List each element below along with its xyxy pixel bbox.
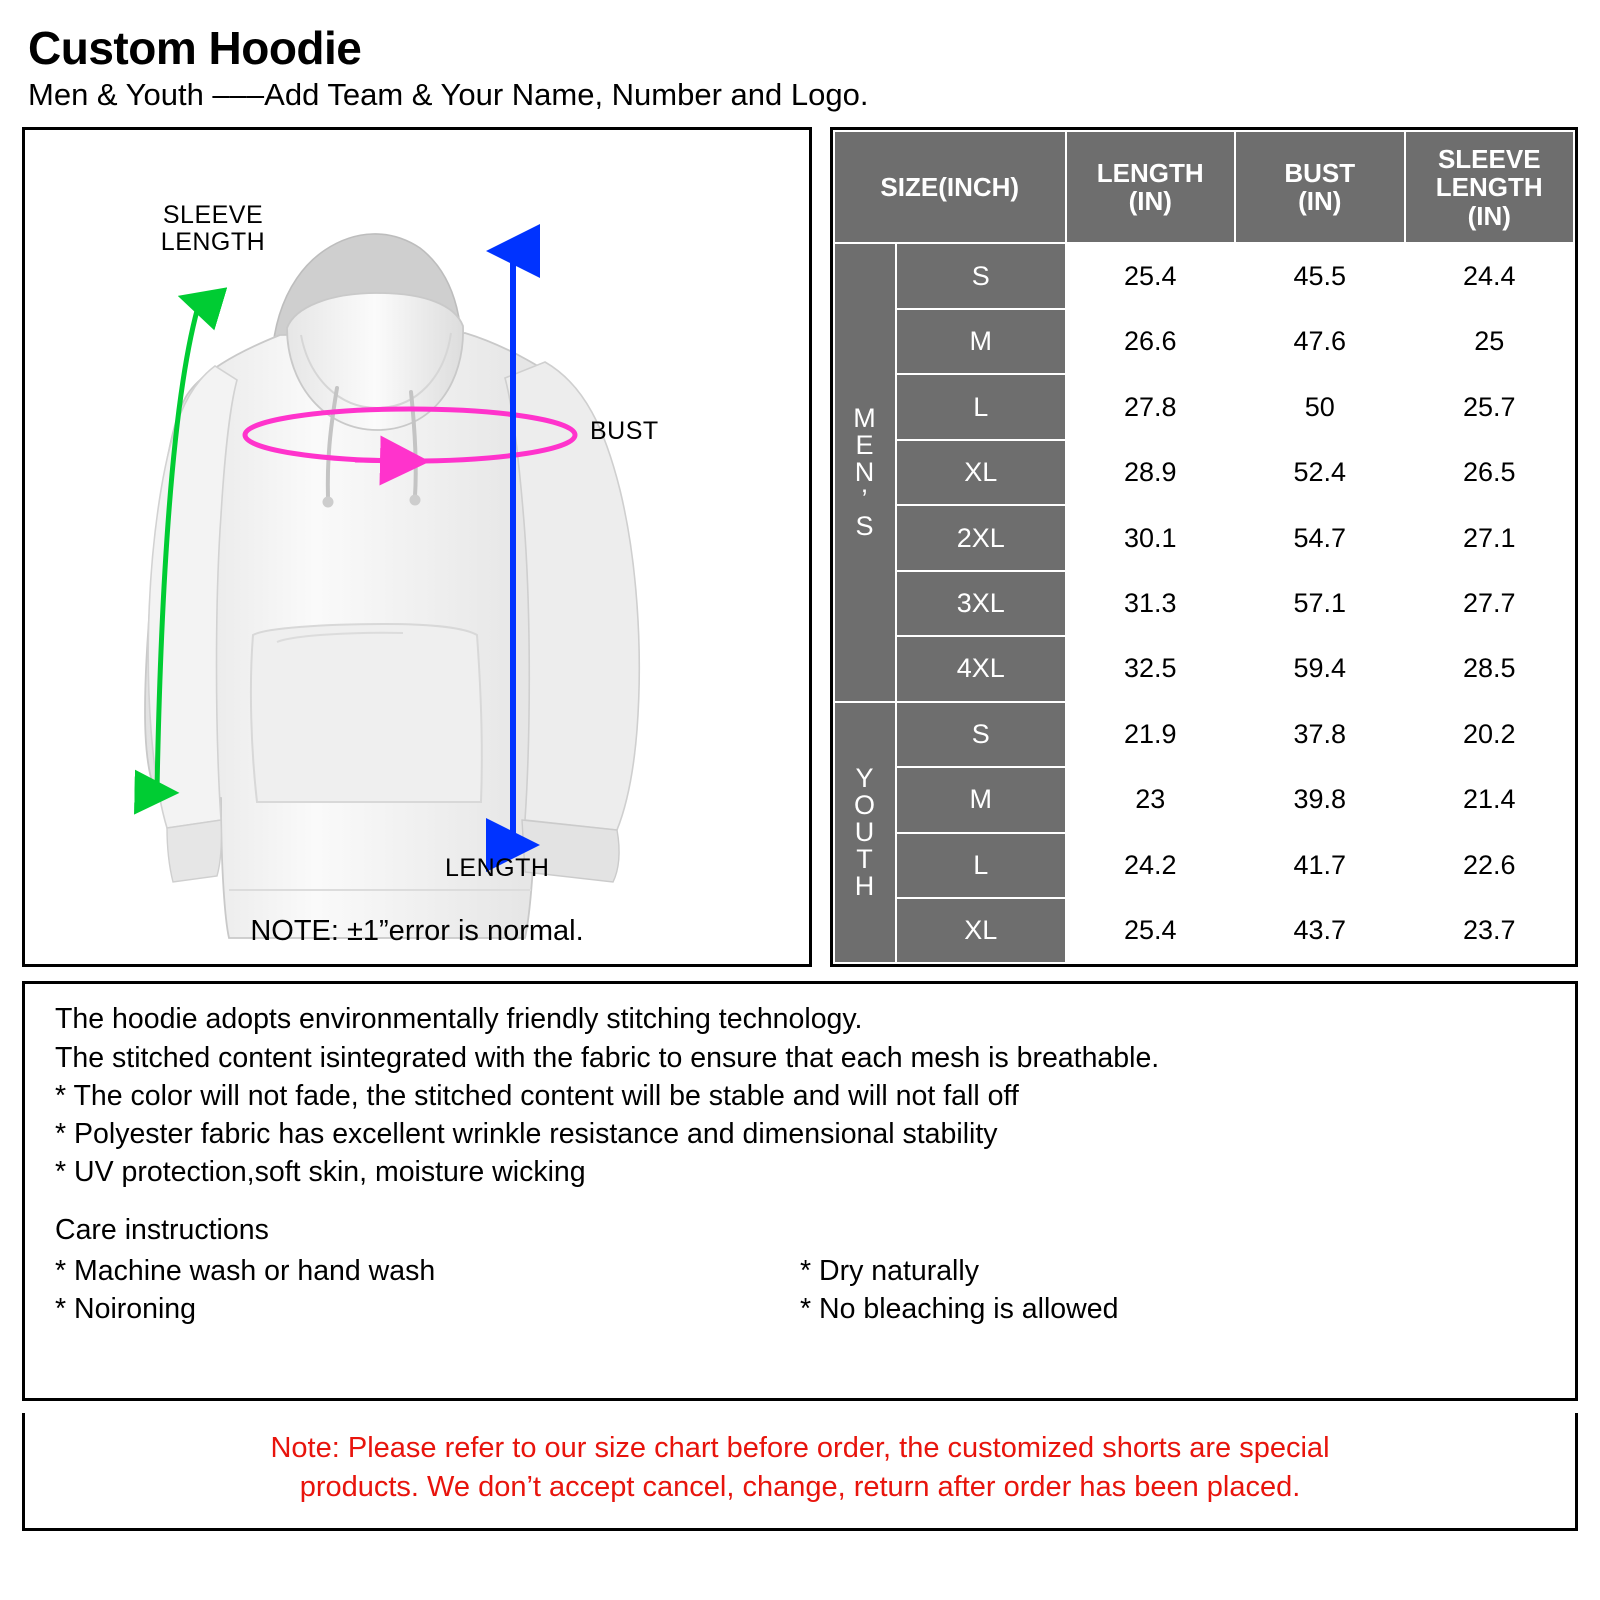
cell-size: 3XL (896, 571, 1066, 636)
care-instructions-grid (55, 1252, 1545, 1328)
care-column-left (55, 1252, 800, 1328)
table-row (834, 898, 1574, 963)
cell-length: 32.5 (1066, 636, 1236, 701)
table-row (834, 374, 1574, 439)
header-size-line1: SIZE(INCH) (880, 172, 1020, 203)
table-row (834, 636, 1574, 701)
size-table-panel (830, 127, 1578, 967)
desc-line-1: The hoodie adopts environmentally friendly stitching technology. (55, 1003, 863, 1036)
cell-size: 4XL (896, 636, 1066, 701)
header-sleeve-line1: SLEEVE (1437, 144, 1541, 175)
measurement-diagram-panel (22, 127, 812, 967)
sleeve-length-label-line2: LENGTH (160, 228, 266, 257)
bust-label: BUST (590, 417, 659, 446)
cell-sleeve: 25 (1405, 309, 1575, 374)
chart-main-row (22, 127, 1578, 967)
cell-sleeve: 25.7 (1405, 374, 1575, 439)
desc-line-3: * The color will not fade, the stitched content will be stable and will not fall off (55, 1079, 1019, 1112)
table-row (834, 243, 1574, 308)
sleeve-length-label (143, 202, 283, 256)
cell-sleeve: 23.7 (1405, 898, 1575, 963)
policy-note-panel (22, 1413, 1578, 1531)
cell-bust: 57.1 (1235, 571, 1405, 636)
header-bust-line1: BUST (1284, 158, 1356, 189)
desc-line-5: * UV protection,soft skin, moisture wicking (55, 1156, 586, 1189)
cell-bust: 50 (1235, 374, 1405, 439)
cell-length: 27.8 (1066, 374, 1236, 439)
header-bust-line2: (IN) (1298, 186, 1342, 217)
table-row (834, 767, 1574, 832)
group-label-mens: M E N ’ S (834, 243, 896, 701)
cell-bust: 47.6 (1235, 309, 1405, 374)
cell-length: 24.2 (1066, 833, 1236, 898)
cell-bust: 37.8 (1235, 702, 1405, 767)
page-subtitle: Men & Youth –––Add Team & Your Name, Number and Logo. (28, 77, 869, 113)
desc-line-4: * Polyester fabric has excellent wrinkle resistance and dimensional stability (55, 1118, 998, 1151)
cell-bust: 39.8 (1235, 767, 1405, 832)
cell-sleeve: 27.7 (1405, 571, 1575, 636)
cell-size: XL (896, 440, 1066, 505)
cell-size: 2XL (896, 505, 1066, 570)
cell-sleeve: 26.5 (1405, 440, 1575, 505)
size-table (833, 130, 1575, 964)
cell-bust: 54.7 (1235, 505, 1405, 570)
cell-size: M (896, 309, 1066, 374)
cell-size: S (896, 243, 1066, 308)
cell-bust: 43.7 (1235, 898, 1405, 963)
page-title: Custom Hoodie (28, 22, 362, 74)
table-row (834, 702, 1574, 767)
cell-length: 31.3 (1066, 571, 1236, 636)
cell-sleeve: 28.5 (1405, 636, 1575, 701)
header-length-line2: (IN) (1128, 186, 1172, 217)
cell-sleeve: 22.6 (1405, 833, 1575, 898)
header-length (1066, 131, 1236, 243)
header-sleeve-line2: LENGTH (1435, 172, 1543, 203)
table-row (834, 833, 1574, 898)
header-bust (1235, 131, 1405, 243)
sleeve-length-label-line1: SLEEVE (162, 201, 264, 230)
care-left-2: * Noironing (55, 1292, 196, 1325)
cell-bust: 45.5 (1235, 243, 1405, 308)
table-row (834, 440, 1574, 505)
cell-size: XL (896, 898, 1066, 963)
length-label: LENGTH (445, 854, 550, 883)
description-panel (22, 981, 1578, 1401)
cell-size: L (896, 833, 1066, 898)
cell-bust: 59.4 (1235, 636, 1405, 701)
cell-length: 25.4 (1066, 898, 1236, 963)
cell-length: 30.1 (1066, 505, 1236, 570)
policy-note-line-1: Note: Please refer to our size chart before order, the customized shorts are special (270, 1432, 1330, 1465)
cell-sleeve: 27.1 (1405, 505, 1575, 570)
diagram-note: NOTE: ±1”error is normal. (250, 915, 584, 948)
cell-length: 28.9 (1066, 440, 1236, 505)
desc-line-2: The stitched content isintegrated with the fabric to ensure that each mesh is breathable. (55, 1041, 1160, 1074)
care-right-2: * No bleaching is allowed (800, 1292, 1119, 1325)
cell-sleeve: 21.4 (1405, 767, 1575, 832)
table-row (834, 309, 1574, 374)
care-left-1: * Machine wash or hand wash (55, 1254, 436, 1287)
group-label-youth: Y O U T H (834, 702, 896, 964)
header-length-line1: LENGTH (1096, 158, 1204, 189)
table-row (834, 505, 1574, 570)
cell-length: 23 (1066, 767, 1236, 832)
cell-bust: 41.7 (1235, 833, 1405, 898)
cell-size: S (896, 702, 1066, 767)
cell-bust: 52.4 (1235, 440, 1405, 505)
header-sleeve (1405, 131, 1575, 243)
policy-note-line-2: products. We don’t accept cancel, change, return after order has been placed. (299, 1470, 1301, 1503)
cell-size: L (896, 374, 1066, 439)
header-size (834, 131, 1066, 243)
header-sleeve-line3: (IN) (1467, 200, 1511, 231)
cell-length: 21.9 (1066, 702, 1236, 767)
cell-length: 26.6 (1066, 309, 1236, 374)
care-column-right (800, 1252, 1545, 1328)
cell-sleeve: 20.2 (1405, 702, 1575, 767)
care-instructions-title: Care instructions (55, 1214, 269, 1247)
cell-length: 25.4 (1066, 243, 1236, 308)
care-right-1: * Dry naturally (800, 1254, 979, 1287)
cell-size: M (896, 767, 1066, 832)
cell-sleeve: 24.4 (1405, 243, 1575, 308)
table-row (834, 571, 1574, 636)
table-header-row (834, 131, 1574, 243)
